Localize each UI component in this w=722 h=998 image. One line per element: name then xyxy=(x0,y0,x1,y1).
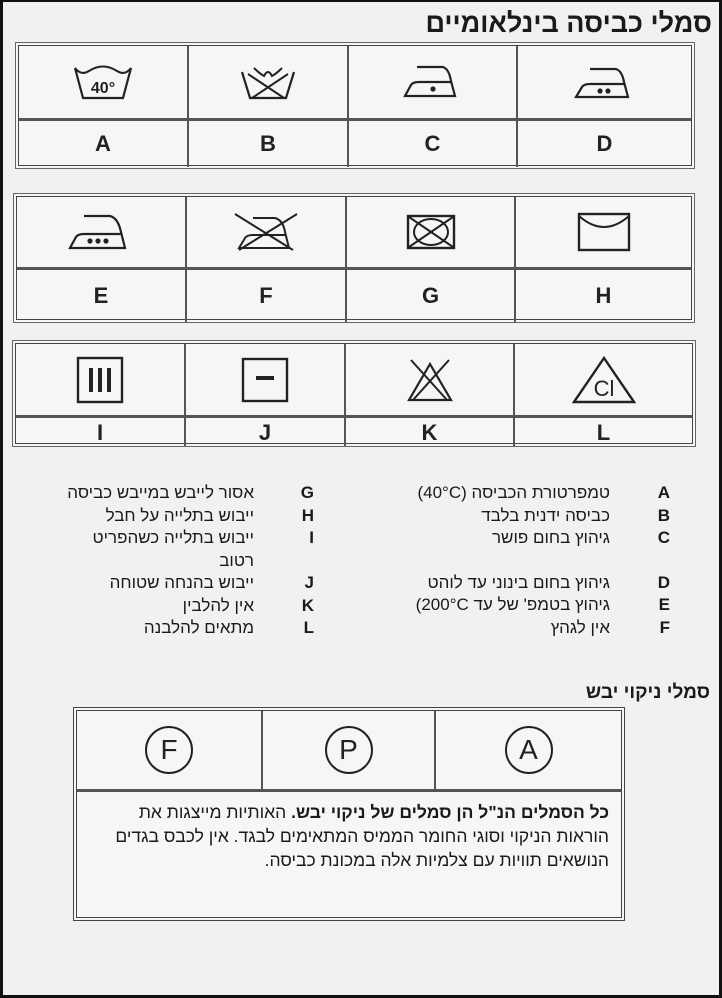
legend-item xyxy=(29,595,314,618)
legend-text: גיהוץ בחום בינוני עד לוהט xyxy=(427,572,610,592)
legend-letter: K xyxy=(301,595,314,615)
drip-dry-icon xyxy=(76,356,124,404)
symbols-table-3 xyxy=(12,340,696,447)
legend-text: כביסה ידנית בלבד xyxy=(481,505,610,525)
legend-item xyxy=(29,572,314,595)
legend-text: אסור לייבש במייבש כביסה xyxy=(67,483,254,502)
legend-text: גיהוץ בטמפ' של עד 200°C) xyxy=(415,595,610,614)
svg-text:Cl: Cl xyxy=(593,375,614,401)
dry-clean-description-bold: כל הסמלים הנ"ל הן סמלים של ניקוי יבש. xyxy=(291,802,609,822)
legend-item xyxy=(29,527,314,572)
legend-item xyxy=(29,617,314,640)
legend-letter: L xyxy=(303,618,314,637)
symbol-label: B xyxy=(189,121,349,167)
legend-right-column xyxy=(350,482,670,639)
legend-text: אין להלבין xyxy=(182,595,254,615)
symbol-cell-g xyxy=(347,197,516,267)
dry-clean-f-icon: F xyxy=(145,726,193,774)
symbol-cell-b xyxy=(189,46,349,118)
symbol-label: D xyxy=(596,131,613,156)
legend-letter: B xyxy=(657,505,670,525)
symbol-label: H xyxy=(595,283,612,308)
legend-item xyxy=(29,482,314,505)
legend-text: אין לגהץ xyxy=(550,617,610,637)
symbol-cell-e xyxy=(17,197,187,267)
iron-2-dots-icon xyxy=(574,65,636,99)
symbol-label: C xyxy=(349,121,518,167)
iron-3-dots-icon xyxy=(68,214,134,250)
legend-text: טמפרטורת הכביסה (40°C) xyxy=(417,483,610,502)
legend-item xyxy=(350,617,670,640)
legend-item xyxy=(350,482,670,505)
symbol-cell-j xyxy=(186,344,346,415)
symbol-cell-a xyxy=(19,46,189,118)
symbol-cell-k xyxy=(346,344,515,415)
wash-40-icon xyxy=(73,64,133,100)
symbol-cell-l xyxy=(515,344,692,415)
dry-clean-p-icon: P xyxy=(325,726,373,774)
legend-item xyxy=(350,572,670,595)
symbol-label: F xyxy=(187,270,347,322)
legend-item xyxy=(350,594,670,617)
do-not-bleach-icon xyxy=(407,358,453,402)
legend-letter: H xyxy=(301,505,314,525)
dry-clean-a-icon: A xyxy=(505,726,553,774)
symbol-label: E xyxy=(17,270,187,322)
symbol-label: K xyxy=(346,418,515,447)
symbols-table-1 xyxy=(15,42,695,169)
legend-text: ייבוש בהנחה שטוחה xyxy=(109,573,254,592)
legend-item xyxy=(350,505,670,528)
hand-wash-icon xyxy=(240,64,296,100)
dry-clean-cell-p xyxy=(263,711,436,789)
dry-clean-cell-f xyxy=(77,711,263,789)
dry-clean-table xyxy=(73,707,625,921)
dry-flat-icon xyxy=(241,357,289,403)
symbol-label: G xyxy=(347,270,516,322)
legend-letter: I xyxy=(309,528,314,547)
legend-letter: D xyxy=(657,572,670,592)
symbol-label: L xyxy=(596,419,611,445)
legend-letter: A xyxy=(657,483,670,502)
line-dry-icon xyxy=(577,212,631,252)
legend-letter: F xyxy=(659,617,670,637)
do-not-tumble-dry-icon xyxy=(406,214,456,250)
symbol-cell-f xyxy=(187,197,347,267)
legend-item xyxy=(350,527,670,550)
dry-clean-description-rest: האותיות מייצגות את הוראות הניקוי וסוגי החומר הממיס המתאימים לבגד. אין לכבס בגדים הנושאים תוויות עם צלמיות אלה במכונת כביסה. xyxy=(115,802,609,870)
iron-1-dot-icon xyxy=(403,65,463,99)
symbol-cell-d xyxy=(518,46,691,118)
do-not-iron-icon xyxy=(233,212,299,252)
dry-clean-heading: סמלי ניקוי יבש xyxy=(585,682,710,703)
symbols-table-2 xyxy=(13,193,695,323)
wash-symbols-heading: סמלי כביסה בינלאומיים xyxy=(425,8,712,38)
legend-letter: E xyxy=(658,595,670,614)
chlorine-bleach-icon xyxy=(572,356,636,404)
dry-clean-description xyxy=(77,792,621,872)
legend-text: מתאים להלבנה xyxy=(143,618,254,637)
legend-text: גיהוץ בחום פושר xyxy=(491,528,610,547)
symbol-cell-c xyxy=(349,46,518,118)
symbol-label: A xyxy=(19,121,189,167)
legend-letter: J xyxy=(304,573,314,592)
legend-letter: G xyxy=(300,483,314,502)
legend-item xyxy=(29,505,314,528)
legend-text: ייבוש בתלייה על חבל xyxy=(105,505,254,525)
symbol-label: J xyxy=(186,418,346,447)
legend-left-column xyxy=(29,482,314,640)
legend-text: ייבוש בתלייה כשהפריט רטוב xyxy=(92,528,254,570)
dry-clean-cell-a xyxy=(436,711,621,789)
symbol-cell-i xyxy=(16,344,186,415)
symbol-cell-h xyxy=(516,197,691,267)
legend-letter: C xyxy=(657,528,670,547)
symbol-label: I xyxy=(16,418,186,447)
svg-text:40°: 40° xyxy=(90,80,116,97)
